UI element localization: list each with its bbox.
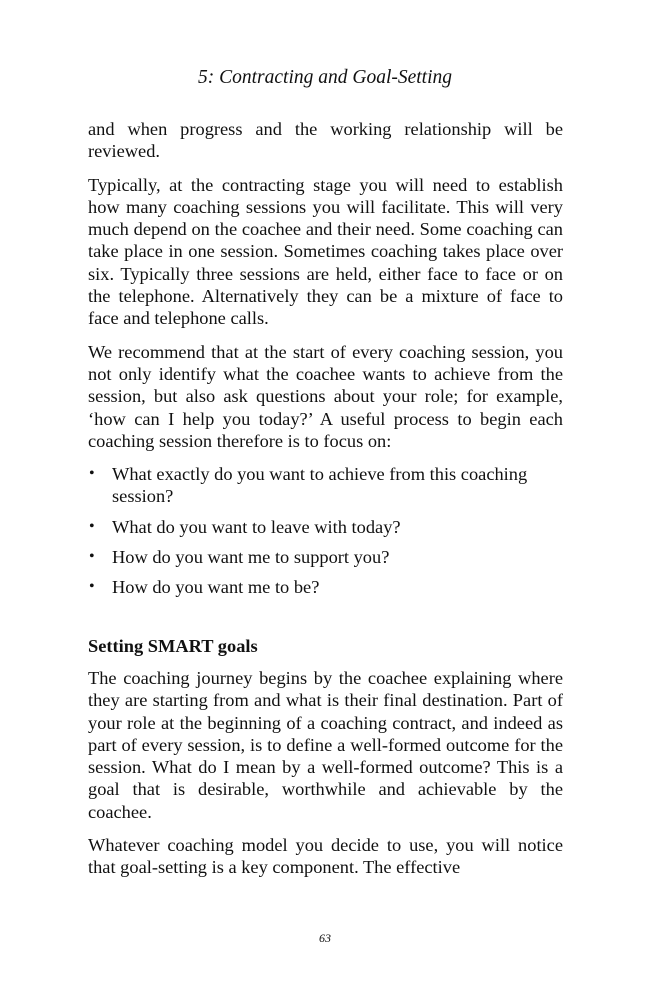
- running-head: 5: Contracting and Goal-Setting: [197, 67, 453, 88]
- paragraph-goal-setting: Whatever coaching model you decide to use, you will notice that goal-setting is a key component. The effective: [88, 835, 563, 878]
- section-heading: Setting SMART goals: [88, 635, 258, 656]
- list-item-text: What exactly do you want to achieve from this coaching session?: [112, 464, 528, 507]
- list-item-text: How do you want me to support you?: [112, 547, 390, 568]
- paragraph-continuation: and when progress and the working relationship will be reviewed.: [88, 119, 563, 162]
- body-text: [88, 118, 563, 890]
- bullet-icon: •: [89, 465, 95, 483]
- paragraph-session-count: Typically, at the contracting stage you will need to establish how many coaching sessions you will facilitate. This will very much depend on the coachee and their need. Some coaching can take place in one session. Sometimes coaching takes place over six. Typically three sessions are held, either face to face or on the telephone. Alternatively they can be a mixture of face to face and telephone calls.: [88, 174, 563, 329]
- list-item: [88, 463, 563, 508]
- paragraph-session-start: We recommend that at the start of every coaching session, you not only identify what the coachee wants to achieve from the session, but also ask questions about your role; for example, ‘how can I help you today?’ A useful process to begin each coaching session therefore is to focus on:: [88, 341, 563, 451]
- list-item: [88, 516, 563, 538]
- question-list: [88, 463, 563, 598]
- bullet-icon: •: [89, 578, 95, 596]
- list-item-text: How do you want me to be?: [112, 577, 320, 598]
- list-item: [88, 576, 563, 598]
- page-number: 63: [319, 931, 331, 945]
- list-item: [88, 546, 563, 568]
- list-item-text: What do you want to leave with today?: [112, 516, 401, 537]
- bullet-icon: •: [89, 548, 95, 566]
- paragraph-coaching-journey: The coaching journey begins by the coachee explaining where they are starting from and what is their final destination. Part of your role at the beginning of a coaching contract, and indeed as part of every session, is to define a well-formed outcome for the session. What do I mean by a well-formed outcome? This is a goal that is desirable, worthwhile and achievable by the coachee.: [88, 667, 563, 822]
- bullet-icon: •: [89, 517, 95, 535]
